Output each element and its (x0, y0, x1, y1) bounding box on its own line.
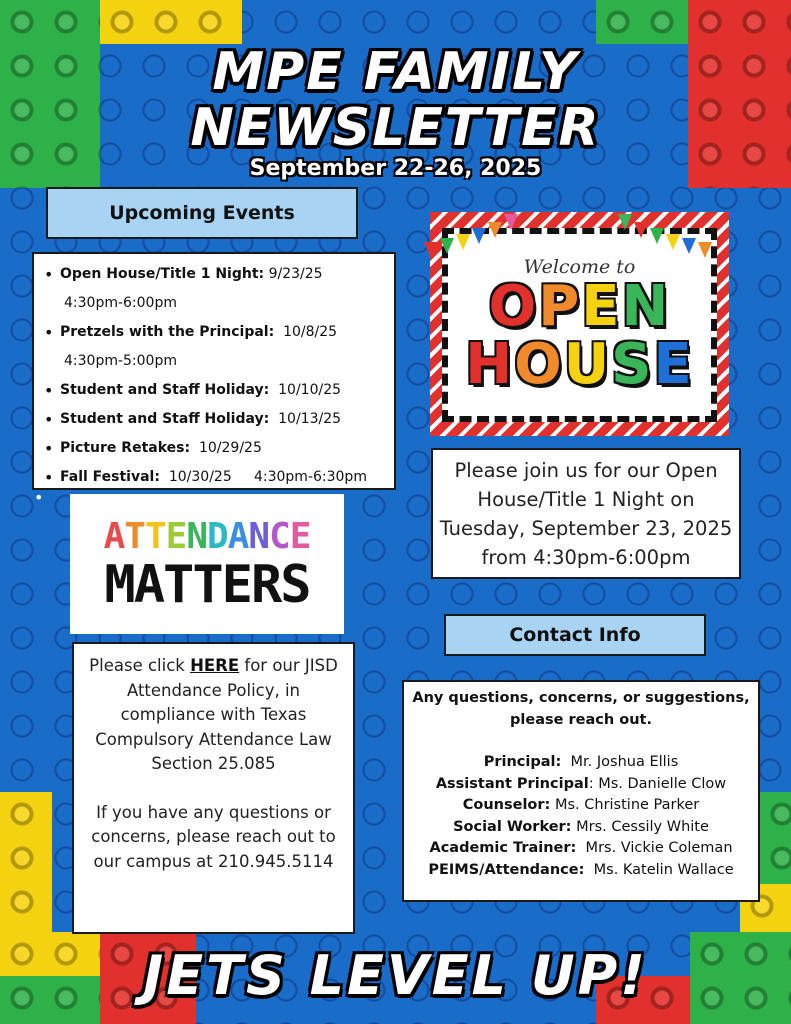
bunting-flag (504, 214, 518, 230)
contact-name: Mrs. Vickie Coleman (576, 840, 733, 856)
event-date: 9/23/25 (264, 266, 323, 282)
bunting-flags (420, 202, 739, 242)
event-time: 4:30pm-5:00pm (64, 353, 177, 369)
policy-post-link: for our JISD Attendance Policy, in compliance with Texas Compulsory Attendance Law Section 25.085 (95, 656, 338, 773)
open-house-graphic (430, 212, 729, 436)
contact-name: : Ms. Danielle Clow (588, 775, 727, 792)
graphic-letter: A (227, 515, 249, 557)
event-item (44, 260, 384, 289)
contact-row (412, 795, 750, 817)
event-name: Picture Retakes: (60, 440, 191, 456)
matters-word: MATTERS (104, 554, 310, 615)
event-name: Pretzels with the Principal: (60, 324, 275, 340)
event-date: 10/13/25 (269, 411, 342, 427)
lego-block-green (760, 792, 791, 884)
policy-pre-link: Please click (89, 656, 191, 675)
event-item (44, 434, 384, 463)
attendance-matters-graphic (70, 494, 344, 634)
contact-role: Principal: (483, 754, 562, 770)
event-date: 10/10/25 (269, 382, 342, 398)
newsletter-date-range: September 22-26, 2025 (249, 156, 542, 181)
contact-name: Mrs. Cessily White (571, 818, 709, 835)
event-date: 10/29/25 (190, 440, 262, 456)
contact-row (412, 860, 750, 882)
welcome-to-text: Welcome to (523, 256, 636, 278)
contact-row (412, 817, 750, 839)
lego-block-green (596, 0, 688, 44)
open-word (488, 274, 671, 339)
graphic-letter: A (103, 515, 125, 557)
attendance-policy-link[interactable]: HERE (190, 656, 240, 675)
graphic-letter: E (165, 515, 187, 557)
bunting-flag (424, 242, 438, 258)
contact-info-box (402, 680, 760, 902)
bunting-flag (472, 228, 486, 244)
graphic-letter: H (465, 332, 515, 397)
contact-role: PEIMS/Attendance: (428, 861, 585, 878)
contact-row (412, 774, 750, 796)
event-time: 4:30pm-6:00pm (64, 295, 177, 311)
contact-role: Counselor: (462, 797, 551, 813)
upcoming-events-heading-text: Upcoming Events (109, 202, 295, 224)
campus-contact-text: If you have any questions or concerns, please reach out to our campus at 210.945.5114 (91, 802, 336, 871)
event-name: Open House/Title 1 Night: (60, 266, 265, 282)
contact-intro: Any questions, concerns, or suggestions, please reach out. (412, 690, 750, 728)
graphic-letter: N (621, 274, 671, 339)
contact-name: Ms. Katelin Wallace (584, 861, 734, 878)
graphic-letter: E (581, 274, 622, 339)
attendance-policy-text (82, 654, 345, 777)
bunting-flag (618, 214, 632, 230)
graphic-letter: S (611, 332, 654, 397)
footer-slogan: JETS LEVEL UP! (143, 944, 648, 1007)
graphic-letter: O (514, 332, 564, 397)
open-house-frame (442, 228, 717, 422)
upcoming-events-heading (46, 187, 358, 239)
graphic-letter: C (269, 515, 290, 557)
contact-name: Ms. Christine Parker (550, 797, 700, 813)
graphic-letter: E (289, 515, 311, 557)
graphic-letter: D (207, 515, 228, 557)
bunting-flag (634, 222, 648, 238)
graphic-letter: T (124, 515, 145, 557)
event-item (44, 318, 384, 347)
contact-row (412, 752, 750, 774)
graphic-letter: P (538, 274, 582, 339)
newsletter-title-line2: NEWSLETTER (190, 98, 601, 158)
graphic-letter: T (144, 515, 166, 557)
lego-block-yellow (0, 792, 52, 932)
graphic-letter: N (186, 515, 207, 557)
lego-block-yellow (100, 0, 242, 44)
graphic-letter: O (488, 274, 539, 339)
event-item (44, 376, 384, 405)
open-house-note: Please join us for our Open House/Title 1 Night on Tuesday, September 23, 2025 from 4:30pm-6:00pm (431, 448, 741, 579)
event-name: Fall Festival: (60, 469, 160, 485)
event-item (44, 405, 384, 434)
graphic-letter: N (248, 515, 270, 557)
bunting-flag (488, 222, 502, 238)
attendance-policy-box (72, 642, 355, 934)
event-date: 10/30/25 4:30pm-6:30pm (159, 469, 367, 485)
contact-role: Academic Trainer: (429, 840, 577, 856)
house-word (465, 332, 694, 397)
graphic-letter: E (653, 332, 694, 397)
contact-name: Mr. Joshua Ellis (561, 754, 679, 770)
stray-bullet: • (34, 488, 44, 507)
upcoming-events-list (32, 252, 396, 490)
newsletter-title-line1: MPE FAMILY (212, 42, 579, 102)
event-name: Student and Staff Holiday: (60, 411, 270, 427)
contact-row (412, 838, 750, 860)
contact-info-heading (444, 614, 706, 656)
event-item (44, 463, 384, 492)
contact-role: Social Worker: (453, 818, 572, 835)
contact-info-heading-text: Contact Info (509, 624, 641, 646)
attendance-word (104, 516, 311, 557)
contact-role: Assistant Principal (435, 775, 589, 792)
event-name: Student and Staff Holiday: (60, 382, 270, 398)
graphic-letter: U (563, 332, 612, 397)
bunting-flag (650, 228, 664, 244)
event-date: 10/8/25 (274, 324, 338, 340)
